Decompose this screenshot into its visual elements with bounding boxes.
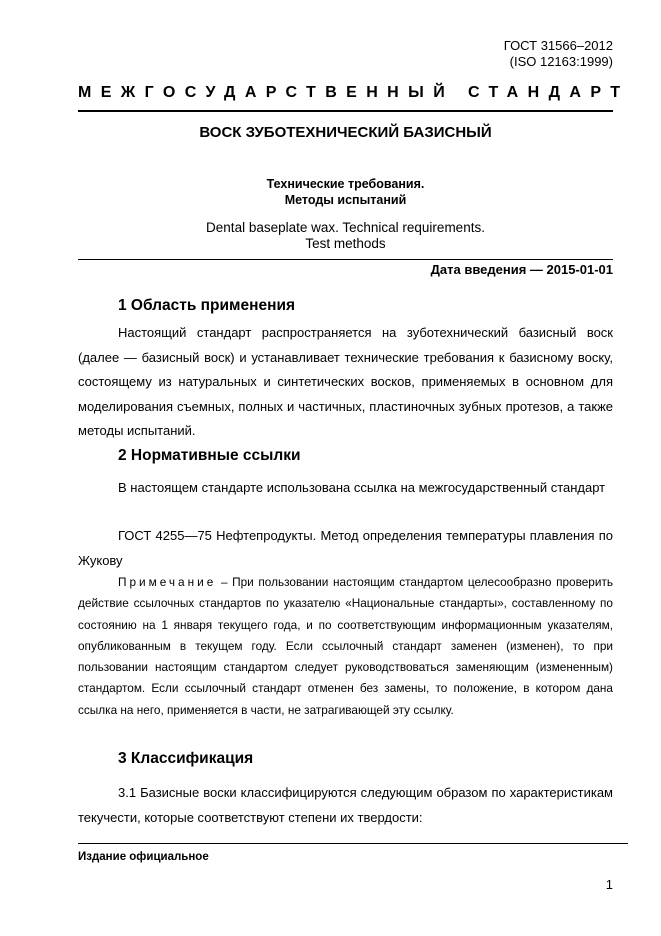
section-1-heading: 1 Область применения	[118, 297, 296, 314]
page-number: 1	[605, 877, 613, 892]
english-title-line-1: Dental baseplate wax. Technical requirements.	[206, 220, 485, 235]
english-title-line-2: Test methods	[305, 236, 386, 251]
section-2-text-2: ГОСТ 4255—75 Нефтепродукты. Метод определения температуры плавления по Жукову	[78, 528, 613, 568]
section-3-text: 3.1 Базисные воски классифицируются следующим образом по характеристикам текучести, которые соответствуют степени их твердости:	[78, 785, 613, 825]
document-title: ВОСК ЗУБОТЕХНИЧЕСКИЙ БАЗИСНЫЙ	[199, 124, 492, 141]
header-rule	[78, 110, 613, 112]
intro-date: Дата введения — 2015-01-01	[430, 262, 613, 277]
footer-rule	[78, 843, 628, 844]
iso-number: (ISO 12163:1999)	[509, 54, 613, 69]
section-2-note	[78, 572, 613, 721]
gost-number: ГОСТ 31566–2012	[503, 38, 613, 53]
section-1-text: Настоящий стандарт распространяется на зуботехнический базисный воск (далее — базисный воск) и устанавливает технические требования к базисному воску, состоящему из натуральных и синтетических восков, применяемых в основном для моделирования съемных, полных и частичных, пластиночных зубных протезов, а также методы испытаний.	[78, 325, 613, 439]
document-code	[504, 38, 613, 70]
document-subtitle	[78, 176, 613, 208]
english-title	[78, 220, 613, 252]
section-2-text-1: В настоящем стандарте использована ссылка на межгосударственный стандарт	[118, 480, 606, 495]
note-label: Примечание	[118, 575, 217, 589]
standard-type-heading: МЕЖГОСУДАРСТВЕННЫЙ СТАНДАРТ	[78, 84, 630, 101]
note-text: – При пользовании настоящим стандартом целесообразно проверить действие ссылочных стандартов по указателю «Национальные стандарты», составленному по состоянию на 1 января текущего года, и по соответствующим информационным указателям, опубликованным в текущем году. Если ссылочный стандарт заменен (изменен), то при пользовании настоящим стандартом следует руководствоваться заменяющим (измененным) стандартом. Если ссылочный стандарт отменен без замены, то положение, в котором дана ссылка на него, применяется в части, не затрагивающей эту ссылку.	[78, 575, 613, 717]
subtitle-line-1: Технические требования.	[266, 177, 425, 191]
section-3-heading: 3 Классификация	[118, 750, 254, 767]
section-2-heading: 2 Нормативные ссылки	[118, 447, 301, 464]
subtitle-line-2: Методы испытаний	[284, 193, 407, 207]
title-rule	[78, 259, 613, 260]
edition-label: Издание официальное	[78, 851, 209, 863]
